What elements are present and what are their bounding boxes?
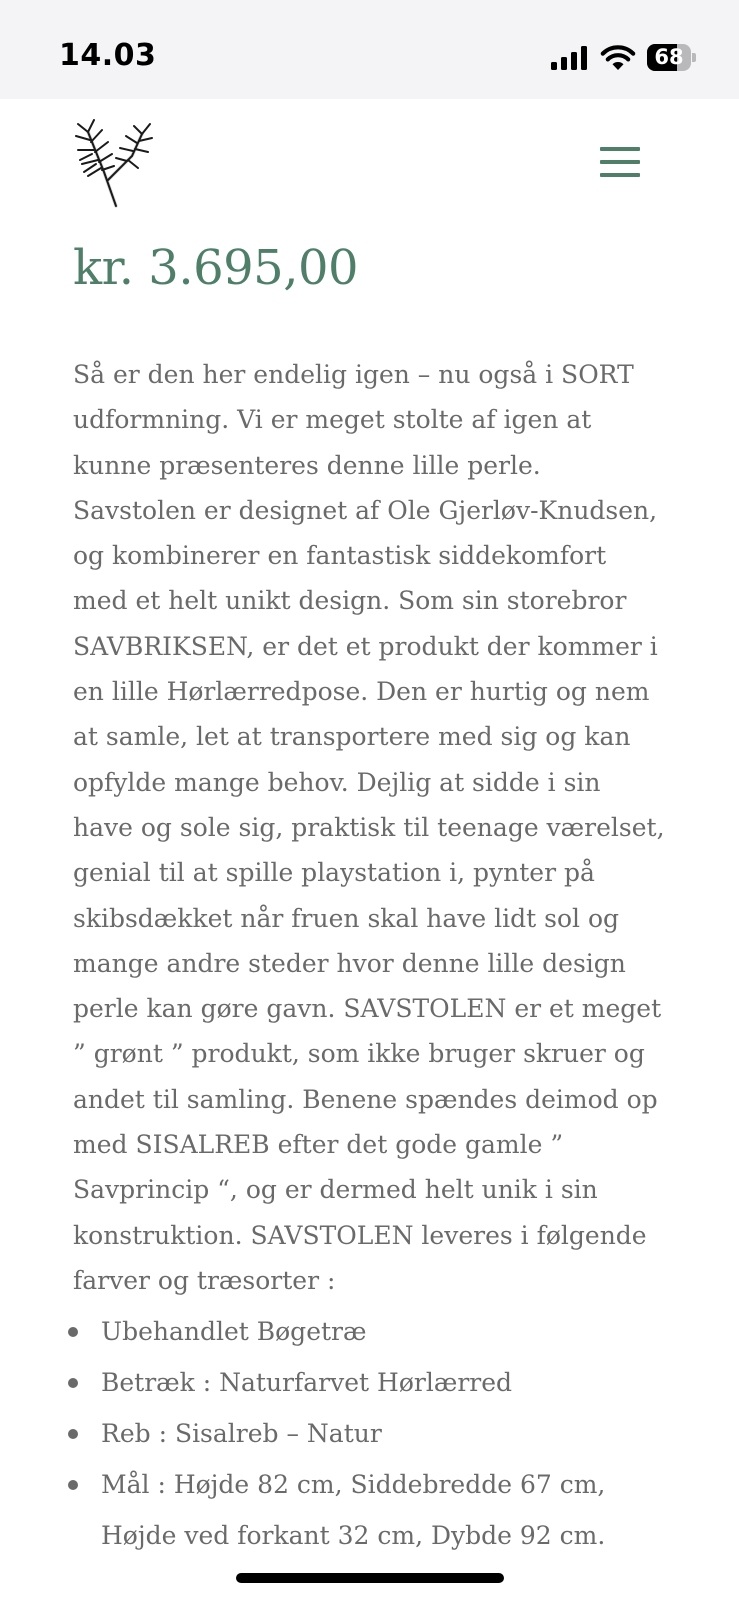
description-line: kunne præsenteres denne lille perle. — [73, 450, 541, 480]
description-line: Savstolen er designet af Ole Gjerløv-Knudsen, — [73, 495, 658, 525]
status-bar — [0, 0, 739, 99]
menu-bar-middle — [600, 160, 640, 164]
description-line: og kombinerer en fantastisk siddekomfort — [73, 541, 607, 571]
description-line: farver og træsorter : — [73, 1265, 336, 1295]
description-line: mange andre steder hvor denne lille design — [73, 948, 626, 978]
spec-item — [73, 1357, 693, 1408]
product-price: kr. 3.695,00 — [73, 240, 359, 296]
description-line: andet til samling. Benene spændes deimod op — [73, 1084, 658, 1114]
description-line: have og sole sig, praktisk til teenage værelset, — [73, 812, 665, 842]
fern-branch-logo[interactable] — [70, 114, 154, 212]
battery-tip — [692, 53, 696, 62]
description-line: med SISALREB efter det gode gamle ” — [73, 1130, 564, 1160]
description-line: Så er den her endelig igen – nu også i SORT — [73, 360, 634, 389]
battery-indicator — [647, 44, 695, 71]
description-line: Savprincip “, og er dermed helt unik i sin — [73, 1175, 598, 1205]
menu-button[interactable] — [598, 145, 642, 181]
spec-list — [73, 1306, 693, 1561]
product-description — [73, 352, 673, 1303]
description-line: at samle, let at transportere med sig og kan — [73, 722, 631, 752]
cellular-signal-icon — [551, 46, 591, 70]
menu-bar-bottom — [600, 173, 640, 177]
spec-item-text-continued: Højde ved forkant 32 cm, Dybde 92 cm. — [101, 1521, 606, 1550]
spec-item-text: Ubehandlet Bøgetræ — [101, 1317, 367, 1346]
description-line: udformning. Vi er meget stolte af igen at — [73, 405, 592, 435]
description-line: genial til at spille playstation i, pynter på — [73, 858, 595, 888]
description-line: opfylde mange behov. Dejlig at sidde i sin — [73, 767, 601, 797]
wifi-icon — [600, 44, 636, 72]
spec-item-text: Mål : Højde 82 cm, Siddebredde 67 cm, — [101, 1470, 606, 1499]
spec-item-text: Betræk : Naturfarvet Hørlærred — [101, 1368, 513, 1397]
description-line: skibsdækket når fruen skal have lidt sol og — [73, 903, 620, 933]
home-indicator[interactable] — [236, 1573, 504, 1583]
description-line: konstruktion. SAVSTOLEN leveres i følgende — [73, 1220, 647, 1250]
battery-level: 68 — [654, 45, 684, 69]
description-line: perle kan gøre gavn. SAVSTOLEN er et meget — [73, 994, 662, 1024]
status-time: 14.03 — [59, 38, 157, 73]
battery-icon — [647, 44, 691, 71]
description-line: med et helt unikt design. Som sin storebror — [73, 586, 627, 616]
menu-bar-top — [600, 147, 640, 151]
spec-item — [73, 1306, 693, 1357]
description-line: ” grønt ” produkt, som ikke bruger skruer og — [73, 1039, 645, 1069]
spec-item-text: Reb : Sisalreb – Natur — [101, 1419, 382, 1448]
spec-item — [73, 1459, 693, 1561]
description-line: en lille Hørlærredpose. Den er hurtig og nem — [73, 677, 650, 707]
description-line: SAVBRIKSEN, er det et produkt der kommer i — [73, 631, 658, 661]
spec-item — [73, 1408, 693, 1459]
